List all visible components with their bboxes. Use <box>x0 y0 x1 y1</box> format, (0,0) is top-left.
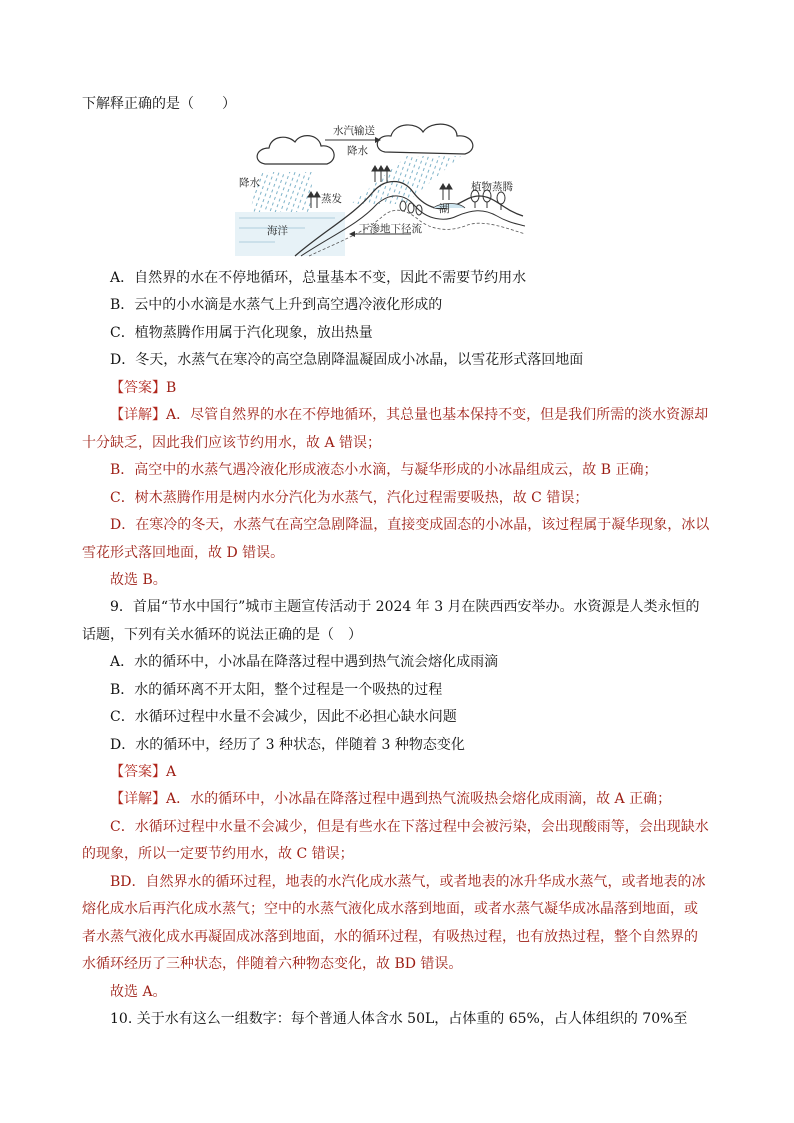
q9-detail-line-2: C．水循环过程中水量不会减少，但是有些水在下落过程中会被污染，会出现酸雨等，会出现缺水 <box>110 819 709 835</box>
water-cycle-figure <box>235 112 525 260</box>
label-transport: 水汽输送 <box>333 125 375 137</box>
q9-detail-line-5: 熔化成水后再汽化成水蒸气；空中的水蒸气液化成水落到地面，或者水蒸气凝华成冰晶落到地面，或 <box>82 901 698 917</box>
q8-detail-line-6: 雪花形式落回地面，故 D 错误。 <box>82 545 285 561</box>
q8-option-a: A．自然界的水在不停地循环，总量基本不变，因此不需要节约用水 <box>110 270 527 286</box>
label-lake: 湖 <box>439 203 450 215</box>
q8-option-c: C．植物蒸腾作用属于汽化现象，放出热量 <box>110 325 373 341</box>
q9-stem-line-2: 话题，下列有关水循环的说法正确的是（ ） <box>82 627 362 643</box>
q9-stem-line-1: 9．首届“节水中国行”城市主题宣传活动于 2024 年 3 月在陕西西安举办。水资源是人类永恒的 <box>110 599 700 615</box>
q8-detail-line-2: 十分缺乏，因此我们应该节约用水，故 A 错误； <box>82 435 382 451</box>
label-infiltration: 下渗地下径流 <box>359 223 422 235</box>
cloud-right-icon <box>377 124 473 154</box>
q8-stem: 下解释正确的是（ ） <box>82 96 236 112</box>
water-cycle-diagram <box>235 112 525 260</box>
q8-detail-line-1: 【详解】A．尽管自然界的水在不停地循环，其总量也基本保持不变，但是我们所需的淡水资源却 <box>110 407 709 423</box>
cloud-left-icon <box>257 136 334 164</box>
q9-option-d: D．水的循环中，经历了 3 种状态，伴随着 3 种物态变化 <box>110 737 465 753</box>
q9-answer-value: A <box>166 764 177 780</box>
q8-detail-line-5: D．在寒冷的冬天，水蒸气在高空急剧降温，直接变成固态的小冰晶，该过程属于凝华现象，冰以 <box>110 517 710 533</box>
q8-option-b: B．云中的小水滴是水蒸气上升到高空遇冷液化形成的 <box>110 297 443 313</box>
q8-detail-line-3: B．高空中的水蒸气遇冷液化形成液态小水滴，与凝华形成的小冰晶组成云，故 B 正确； <box>110 462 658 478</box>
q8-answer <box>110 378 176 398</box>
q8-conclusion: 故选 B。 <box>110 572 167 588</box>
q9-detail-line-6: 者水蒸气液化成水再凝固成冰落到地面，水的循环过程，有吸热过程，也有放热过程，整个自然界的 <box>82 929 698 945</box>
q9-detail-line-1: 【详解】A．水的循环中，小冰晶在降落过程中遇到热气流吸热会熔化成雨滴，故 A 正确； <box>110 791 672 807</box>
label-plant-transpiration: 植物蒸腾 <box>471 181 513 193</box>
q9-detail-line-3: 的现象，所以一定要节约用水，故 C 错误； <box>82 846 354 862</box>
q8-option-d: D．冬天，水蒸气在寒冷的高空急剧降温凝固成小冰晶，以雪花形式落回地面 <box>110 352 584 368</box>
q8-answer-value: B <box>166 380 177 396</box>
q10-stem-line-1: 10. 关于水有这么一组数字：每个普通人体含水 50L，占体重的 65%，占人体组织的 70%至 <box>110 1011 688 1027</box>
q9-detail-tag: 【详解】 <box>110 791 166 807</box>
q8-answer-tag: 【答案】 <box>110 380 166 396</box>
label-precip-left: 降水 <box>239 177 260 189</box>
label-precip-top: 降水 <box>347 145 368 157</box>
ocean-area <box>235 212 345 256</box>
q9-option-a: A．水的循环中，小冰晶在降落过程中遇到热气流会熔化成雨滴 <box>110 654 499 670</box>
q9-option-c: C．水循环过程中水量不会减少，因此不必担心缺水问题 <box>110 709 457 725</box>
q9-answer <box>110 762 176 782</box>
q9-answer-tag: 【答案】 <box>110 764 166 780</box>
rain-right <box>351 156 461 204</box>
q9-conclusion: 故选 A。 <box>110 984 167 1000</box>
label-ocean: 海洋 <box>267 225 288 237</box>
q9-option-b: B．水的循环离不开太阳，整个过程是一个吸热的过程 <box>110 682 443 698</box>
q9-detail-line-7: 水循环经历了三种状态，伴随着六种物态变化，故 BD 错误。 <box>82 956 463 972</box>
q8-detail-tag: 【详解】 <box>110 407 166 423</box>
q9-detail-line-4: BD．自然界水的循环过程，地表的水汽化成水蒸气，或者地表的冰升华成水蒸气，或者地表的冰 <box>110 874 706 890</box>
q8-detail-line-4: C．树木蒸腾作用是树内水分汽化为水蒸气，汽化过程需要吸热，故 C 错误； <box>110 490 589 506</box>
label-evaporation: 蒸发 <box>321 193 342 205</box>
